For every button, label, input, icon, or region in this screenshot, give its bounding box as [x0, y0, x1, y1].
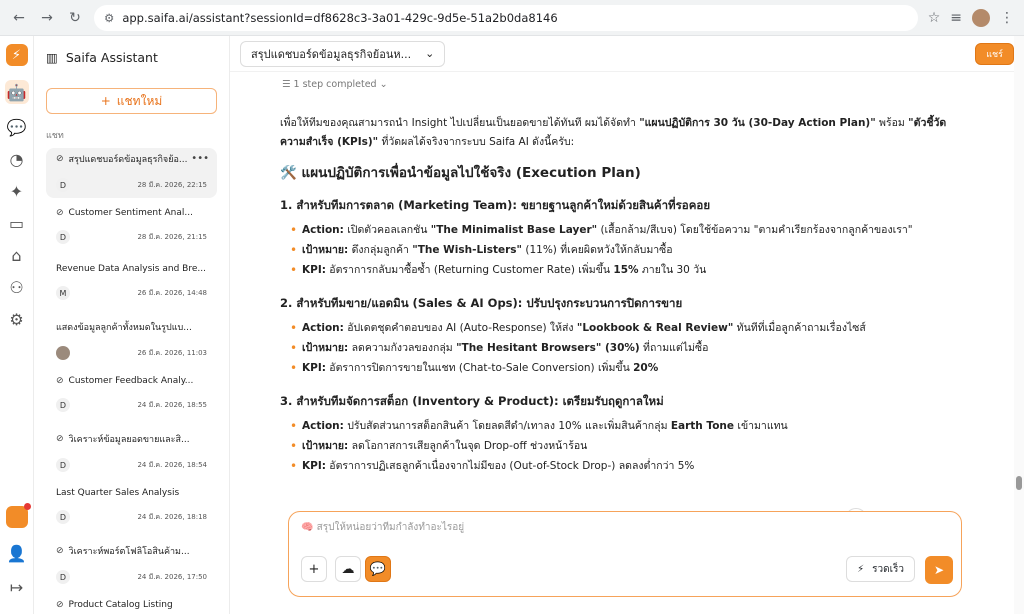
chat-title: ⊘ สรุปแดชบอร์ดข้อมูลธุรกิจย้อ... [56, 154, 188, 165]
add-button[interactable]: + [301, 556, 327, 582]
bullet-list [280, 416, 964, 476]
avatar: D [56, 510, 70, 524]
folder-icon[interactable]: ▭ [8, 213, 25, 233]
eye-off-icon: ⊘ [56, 154, 64, 164]
assistant-icon[interactable]: 🤖 [5, 80, 29, 104]
bullet-list [280, 220, 964, 280]
avatar: M [56, 286, 70, 300]
list-item: • Action: เปิดตัวคอลเลกชัน "The Minimalist Base Layer" (เสื้อกล้าม/สีเบจ) โดยใช้ข้อความ "ตามคำเรียกร้องจากลูกค้าของเรา" [280, 220, 964, 240]
sidebar-title: Saifa Assistant [65, 49, 158, 65]
chat-date: 24 มี.ค. 2026, 17:50 [137, 572, 207, 581]
settings-icon[interactable]: ⚙ [9, 309, 24, 329]
composer-placeholder: 🧠 สรุปให้หน่อยว่าทีมกำลังทำอะไรอยู่ [301, 522, 465, 533]
section-heading: 2. สำหรับทีมขาย/แอดมิน (Sales & AI Ops): ปรับปรุงกระบวนการปิดการขาย [280, 296, 683, 310]
assistant-message [280, 76, 964, 476]
chat-date: 24 มี.ค. 2026, 18:54 [137, 460, 207, 469]
saifa-logo-icon[interactable]: ⚡ [6, 44, 28, 66]
avatar: D [56, 570, 70, 584]
avatar: D [56, 458, 70, 472]
chat-title: ⊘ Product Catalog Listing [56, 600, 173, 610]
media-icon[interactable]: ≡ [950, 9, 962, 26]
eye-off-icon: ⊘ [56, 434, 64, 444]
chat-date: 26 มี.ค. 2026, 14:48 [137, 288, 207, 297]
reload-icon[interactable]: ↻ [69, 9, 81, 26]
chat-title: ⊘ Customer Feedback Analy... [56, 376, 194, 386]
store-icon[interactable]: ⌂ [11, 245, 22, 265]
list-item: • KPI: อัตราการปิดการขายในแชท (Chat-to-Sale Conversion) เพิ่มขึ้น 20% [280, 358, 964, 378]
chat-title: ⊘ วิเคราะห์ข้อมูลยอดขายและสิ... [56, 434, 190, 445]
back-icon[interactable]: ← [13, 9, 25, 26]
chat-title: Revenue Data Analysis and Bre... [56, 264, 206, 274]
eye-off-icon: ⊘ [56, 376, 64, 386]
site-info-icon[interactable]: ⚙ [104, 10, 115, 25]
list-item: • Action: ปรับสัดส่วนการสต็อกสินค้า โดยลดสีดำ/เทาลง 10% และเพิ่มสินค้ากลุ่ม Earth Tone เข้ามาแทน [280, 416, 964, 436]
avatar: D [56, 398, 70, 412]
message-composer[interactable] [288, 511, 962, 597]
list-item: • KPI: อัตราการกลับมาซื้อซ้ำ (Returning Customer Rate) เพิ่มขึ้น 15% ภายใน 30 วัน [280, 260, 964, 280]
chevron-down-icon: ⌄ [425, 47, 435, 60]
intro-paragraph: เพื่อให้ทีมของคุณสามารถนำ Insight ไปเปลี่ยนเป็นยอดขายได้ทันที ผมได้จัดทำ "แผนปฏิบัติการ 30 วัน (30-Day Action Plan)" พร้อม "ตัวชี้วัดความสำเร็จ (KPIs)" ที่วัดผลได้จริงจากระบบ Saifa AI ดังนี้ครับ: [280, 117, 947, 148]
chat-title: Last Quarter Sales Analysis [56, 488, 180, 498]
plus-icon: + [100, 94, 111, 108]
chat-icon[interactable]: 💬 [6, 117, 27, 137]
sparkle-icon[interactable]: ✦ [9, 181, 24, 201]
chat-list-item[interactable] [46, 484, 217, 534]
eye-off-icon: ⊘ [56, 600, 64, 610]
eye-off-icon: ⊘ [56, 546, 64, 556]
chat-date: 28 มี.ค. 2026, 21:15 [137, 232, 207, 241]
list-item: • เป้าหมาย: ดึงกลุ่มลูกค้า "The Wish-Listers" (11%) ที่เคยผิดหวังให้กลับมาซื้อ [280, 240, 964, 260]
speed-mode-button[interactable] [846, 556, 915, 582]
users-icon[interactable]: ⚇ [9, 277, 24, 297]
share-button[interactable]: แชร์ [975, 43, 1014, 65]
upload-icon[interactable]: ☁ [335, 556, 361, 582]
bookmark-star-icon[interactable]: ☆ [927, 9, 941, 26]
section-heading: 3. สำหรับทีมจัดการสต็อก (Inventory & Product): เตรียมรับฤดูกาลใหม่ [280, 394, 664, 408]
page-scrollbar[interactable] [1014, 36, 1024, 614]
profile-avatar[interactable] [972, 9, 990, 27]
chat-section-label: แชท [46, 131, 64, 141]
avatar: D [56, 178, 70, 192]
chat-list-item[interactable] [46, 372, 217, 422]
plan-heading: 🛠️ แผนปฏิบัติการเพื่อนำข้อมูลไปใช้จริง (Execution Plan) [280, 165, 641, 181]
new-chat-button[interactable] [46, 88, 217, 114]
list-item: • เป้าหมาย: ลดความกังวลของกลุ่ม "The Hesitant Browsers" (30%) ที่ถามแต่ไม่ซื้อ [280, 338, 964, 358]
logout-icon[interactable]: ↦ [9, 577, 24, 597]
sidebar-toggle-icon[interactable]: ▥ [46, 49, 58, 65]
chat-list-item[interactable] [46, 428, 217, 478]
chat-date: 24 มี.ค. 2026, 18:55 [137, 400, 207, 409]
chat-sidebar [34, 36, 230, 614]
avatar: D [56, 230, 70, 244]
conversation-title: สรุปแดชบอร์ดข้อมูลธุรกิจย้อนห... [251, 47, 412, 61]
user-icon[interactable]: 👤 [6, 543, 27, 563]
chat-title: แสดงข้อมูลลูกค้าทั้งหมดในรูปแบ... [56, 323, 192, 333]
icon-rail [0, 36, 34, 614]
chat-title: ⊘ Customer Sentiment Anal... [56, 208, 193, 218]
list-item: • KPI: อัตราการปฏิเสธลูกค้าเนื่องจากไม่มีของ (Out-of-Stock Drop-) ลดลงต่ำกว่า 5% [280, 456, 964, 476]
main-panel [230, 36, 1024, 614]
chat-list [46, 148, 217, 614]
chart-pie-icon[interactable]: ◔ [9, 149, 24, 169]
chat-list-item[interactable] [46, 148, 217, 198]
conversation-selector[interactable] [240, 41, 445, 67]
list-item: • Action: อัปเดตชุดคำตอบของ AI (Auto-Response) ให้ส่ง "Lookbook & Real Review" ทันทีที่เมื่อลูกค้าถามเรื่องไซส์ [280, 318, 964, 338]
browser-toolbar [0, 0, 1024, 36]
address-bar[interactable] [94, 5, 918, 31]
notification-button[interactable] [6, 506, 28, 528]
scroll-thumb[interactable] [1016, 476, 1022, 490]
chat-date: 24 มี.ค. 2026, 18:18 [137, 512, 207, 521]
chat-list-item[interactable] [46, 204, 217, 254]
speed-mode-label: รวดเร็ว [872, 563, 904, 575]
list-item: • เป้าหมาย: ลดโอกาสการเสียลูกค้าในจุด Drop-off ช่วงหน้าร้อน [280, 436, 964, 456]
chat-list-item[interactable] [46, 260, 217, 310]
chat-mode-icon[interactable]: 💬 [365, 556, 391, 582]
notification-dot [24, 503, 31, 510]
send-button[interactable]: ➤ [925, 556, 953, 584]
lightning-icon: ⚡ [857, 563, 865, 575]
new-chat-label: แชทใหม่ [116, 93, 163, 108]
eye-off-icon: ⊘ [56, 208, 64, 218]
chat-date: 26 มี.ค. 2026, 11:03 [137, 348, 207, 357]
avatar [56, 346, 70, 360]
more-options-icon[interactable]: ••• [191, 153, 209, 164]
forward-icon[interactable]: → [41, 9, 53, 26]
chat-list-item[interactable] [46, 540, 217, 590]
bullet-list [280, 318, 964, 378]
chat-list-item[interactable] [46, 596, 217, 614]
chat-title: ⊘ วิเคราะห์พอร์ตโฟลิโอสินค้าม... [56, 546, 190, 557]
menu-icon[interactable]: ⋮ [1000, 9, 1014, 26]
section-heading: 1. สำหรับทีมการตลาด (Marketing Team): ขยายฐานลูกค้าใหม่ด้วยสินค้าที่รอคอย [280, 198, 711, 212]
chat-date: 28 มี.ค. 2026, 22:15 [137, 180, 207, 189]
url-text: app.saifa.ai/assistant?sessionId=df8628c3-3a01-429c-9d5e-51a2b0da8146 [122, 10, 558, 25]
chat-list-item[interactable] [46, 316, 217, 366]
step-status[interactable]: ☰ 1 step completed ⌄ [282, 79, 388, 90]
